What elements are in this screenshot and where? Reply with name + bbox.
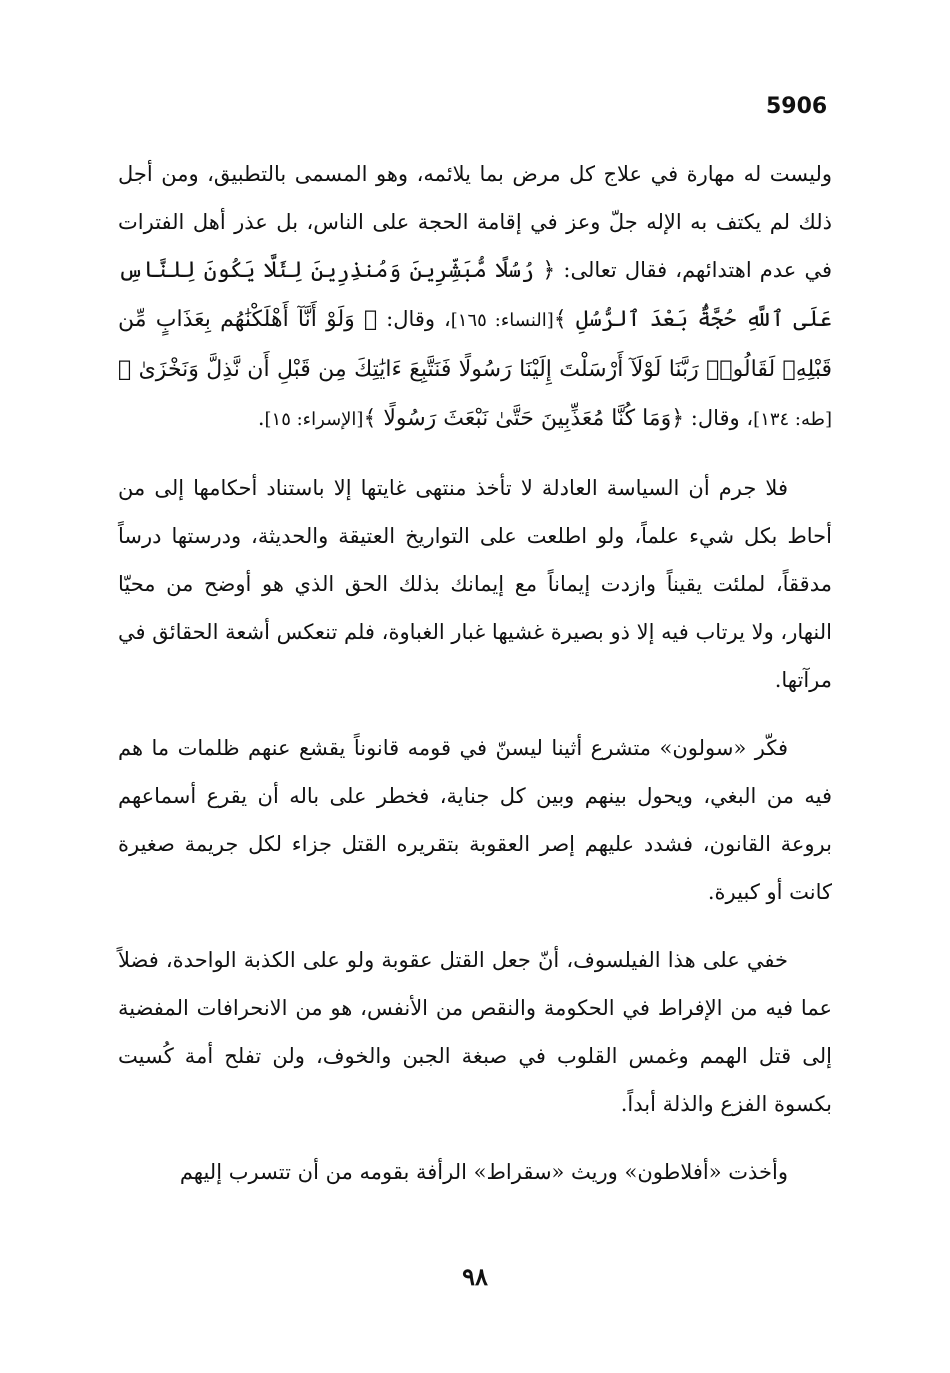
paragraph-1-text-d: .	[257, 406, 265, 430]
paragraph-5: وأخذت «أفلاطون» وريث «سقراط» الرأفة بقومه من أن تتسرب إليهم	[179, 1160, 788, 1184]
page-id: 5906	[766, 94, 828, 119]
verse-reference-2: [طه: ١٣٤]	[753, 409, 832, 430]
verse-reference-3: [الإسراء: ١٥]	[264, 409, 364, 430]
paragraph-1-text-b: ، وقال:	[377, 307, 451, 331]
quran-verse-1: ﴿ رُسُلًا مُّبَشِّرِينَ وَمُنذِرِينَ لِئَلَّا يَكُونَ لِلنَّاسِ عَلَى ٱللَّهِ حُجَّةٌۢ بَعْدَ ٱلرُّسُلِ ﴾	[118, 258, 833, 332]
paragraph-2: فلا جرم أن السياسة العادلة لا تأخذ منتهى غايتها إلا باستناد أحكامها إلى من أحاط بكل شيء علماً، ولو اطلعت على التواريخ العتيقة والحديثة، ودرستها درساً مدققاً، لملئت يقيناً وازدت إيماناً مع إيمانك بذلك الحق الذي هو أوضح من محيّا النهار، ولا يرتاب فيه إلا ذو بصيرة غشيها غبار الغباوة، فلم تنعكس أشعة الحقائق في مرآتها.	[118, 476, 832, 692]
paragraph-1-text-a: وليست له مهارة في علاج كل مرض بما يلائمه، وهو المسمى بالتطبيق، ومن أجل ذلك لم يكتف به الإله جلّ وعز في إقامة الحجة على الناس، بل عذر أهل الفترات في عدم اهتدائهم، فقال تعالى:	[118, 162, 832, 282]
page-number: ٩٨	[462, 1262, 488, 1291]
paragraph-1-text-c: ، وقال:	[684, 406, 754, 430]
paragraph-3: فكّر «سولون» متشرع أثينا ليسنّ في قومه قانوناً يقشع عنهم ظلمات ما هم فيه من البغي، ويحول بينهم وبين كل جناية، فخطر على باله أن يقرع أسماعهم بروعة القانون، فشدد عليهم إصر العقوبة بتقريره القتل جزاء لكل جريمة صغيرة كانت أو كبيرة.	[118, 736, 832, 904]
paragraph-1	[118, 150, 832, 444]
text-body	[118, 150, 832, 1216]
verse-reference-1: [النساء: ١٦٥]	[450, 310, 554, 331]
paragraph-4: خفي على هذا الفيلسوف، أنّ جعل القتل عقوبة ولو على الكذبة الواحدة، فضلاً عما فيه من الإفراط في الحكومة والنقص من الأنفس، هو من الانحرافات المفضية إلى قتل الهمم وغمس القلوب في صبغة الجبن والخوف، ولن تفلح أمة كُسيت بكسوة الفزع والذلة أبداً.	[118, 948, 832, 1116]
quran-verse-3: ﴿وَمَا كُنَّا مُعَذِّبِينَ حَتَّىٰ نَبْعَثَ رَسُولًا ﴾	[363, 406, 685, 431]
quran-verse-2: ﴿ وَلَوْ أَنَّآ أَهْلَكْنَٰهُم بِعَذَابٍ مِّن قَبْلِهِۦ لَقَالُوا۟ رَبَّنَا لَوْلَآ أَرْسَلْتَ إِلَيْنَا رَسُولًا فَنَتَّبِعَ ءَايَٰتِكَ مِن قَبْلِ أَن نَّذِلَّ وَنَخْزَىٰ ﴾	[118, 307, 832, 382]
